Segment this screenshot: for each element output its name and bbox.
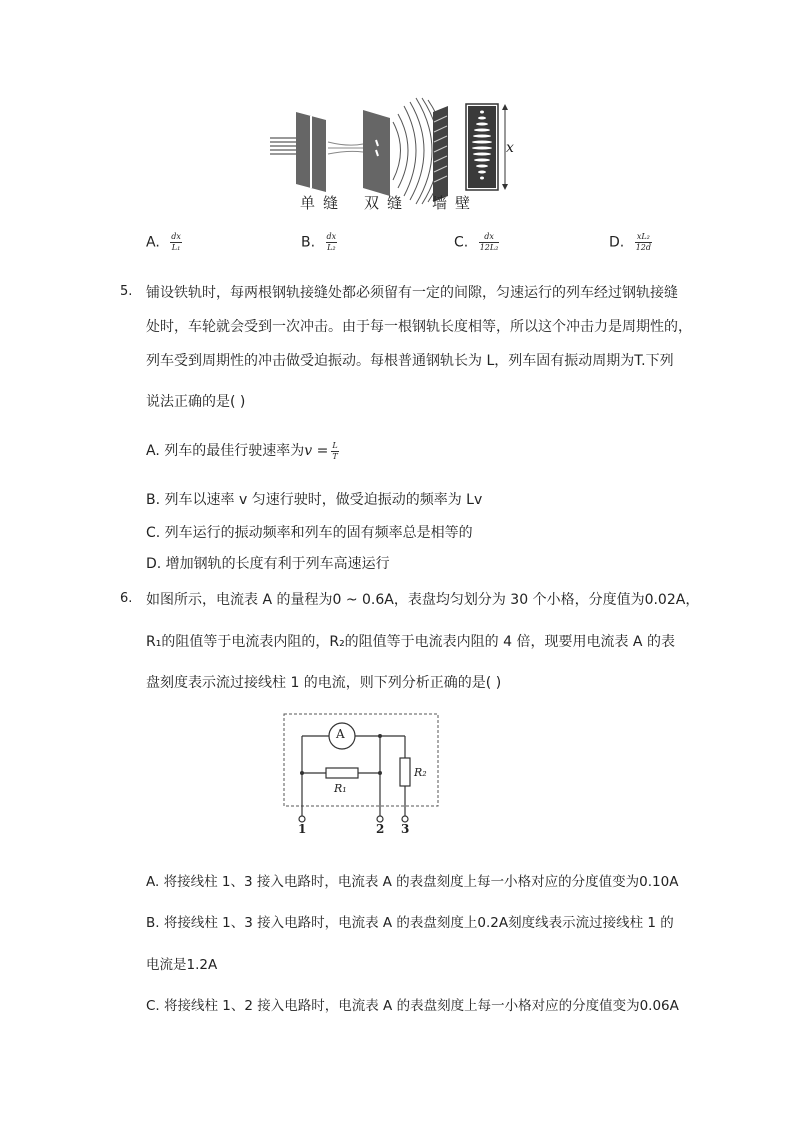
q6-stem-line-1: 如图所示，电流表 A 的量程为0 ~ 0.6A，表盘均匀划分为 30 个小格，分度值为0.02A， — [146, 592, 700, 608]
numerator: xL₂ — [635, 232, 652, 243]
q6-option-c[interactable]: C. 将接线柱 1、2 接入电路时，电流表 A 的表盘刻度上每一小格对应的分度值变为0.06A — [146, 998, 679, 1014]
option-letter: A. — [146, 234, 160, 251]
q6-stem-line-3: 盘刻度表示流过接线柱 1 的电流，则下列分析正确的是( ) — [146, 675, 502, 691]
q6-option-b-line-2: 电流是1.2A — [146, 957, 218, 973]
fraction — [326, 232, 338, 253]
r2-label: R₂ — [414, 766, 427, 779]
double-slit-label: 双缝 — [364, 194, 411, 212]
option-letter: D. — [609, 234, 625, 251]
option-letter: B. — [301, 234, 316, 251]
ammeter-label: A — [336, 727, 345, 741]
numerator: L — [332, 440, 338, 450]
numerator: dx — [479, 232, 500, 243]
q5-stem-line-2: 处时，车轮就会受到一次冲击。由于每一根钢轨长度相等，所以这个冲击力是周期性的， — [146, 319, 692, 335]
fraction — [479, 232, 500, 253]
wall-label: 墙壁 — [432, 194, 479, 212]
q4-option-b[interactable] — [301, 232, 337, 253]
terminal-1-label: 1 — [298, 822, 307, 836]
q6-stem-line-2: R₁的阻值等于电流表内阻的，R₂的阻值等于电流表内阻的 4 倍，现要用电流表 A 的表 — [146, 634, 675, 650]
q5-option-b[interactable]: B. 列车以速率 v 匀速行驶时，做受迫振动的频率为 Lv — [146, 492, 483, 508]
double-slit-figure — [268, 92, 528, 217]
q4-option-a[interactable] — [146, 232, 182, 253]
r1-label: R₁ — [334, 782, 347, 795]
q4-options — [146, 230, 686, 258]
option-letter: C. — [454, 234, 469, 251]
q6-number: 6. — [120, 591, 133, 606]
terminal-2-label: 2 — [376, 822, 385, 836]
q4-option-d[interactable] — [609, 232, 652, 253]
denominator: T — [332, 451, 338, 461]
denominator: L₁ — [171, 243, 181, 252]
terminal-3-label: 3 — [401, 822, 410, 836]
option-text: A. 列车的最佳行驶速率为 — [146, 443, 305, 459]
formula-lhs: v = — [304, 443, 329, 459]
denominator: 12d — [635, 243, 651, 252]
single-slit-label: 单缝 — [300, 194, 347, 212]
q5-option-a[interactable] — [146, 440, 339, 462]
numerator: dx — [171, 232, 181, 241]
fraction — [170, 232, 182, 253]
x-dimension-label: x — [506, 140, 514, 156]
q5-option-c[interactable]: C. 列车运行的振动频率和列车的固有频率总是相等的 — [146, 525, 473, 541]
q6-option-a[interactable]: A. 将接线柱 1、3 接入电路时，电流表 A 的表盘刻度上每一小格对应的分度值变为0.10A — [146, 874, 679, 890]
q5-stem-line-3: 列车受到周期性的冲击做受迫振动。每根普通钢轨长为 L，列车固有振动周期为T.下列 — [146, 353, 674, 369]
fraction — [635, 232, 652, 253]
denominator: L₂ — [327, 243, 336, 252]
fraction — [331, 441, 338, 462]
q5-stem-line-4: 说法正确的是( ) — [146, 394, 246, 410]
q5-option-d[interactable]: D. 增加钢轨的长度有利于列车高速运行 — [146, 556, 390, 572]
q5-stem-line-1: 铺设铁轨时，每两根钢轨接缝处都必须留有一定的间隙，匀速运行的列车经过钢轨接缝 — [146, 285, 678, 301]
q5-number: 5. — [120, 284, 133, 299]
circuit-diagram — [282, 712, 442, 840]
denominator: 12L₂ — [479, 243, 499, 252]
q6-option-b-line-1[interactable]: B. 将接线柱 1、3 接入电路时，电流表 A 的表盘刻度上0.2A刻度线表示流过接线柱 1 的 — [146, 915, 674, 931]
q4-option-c[interactable] — [454, 232, 499, 253]
numerator: dx — [326, 232, 337, 241]
